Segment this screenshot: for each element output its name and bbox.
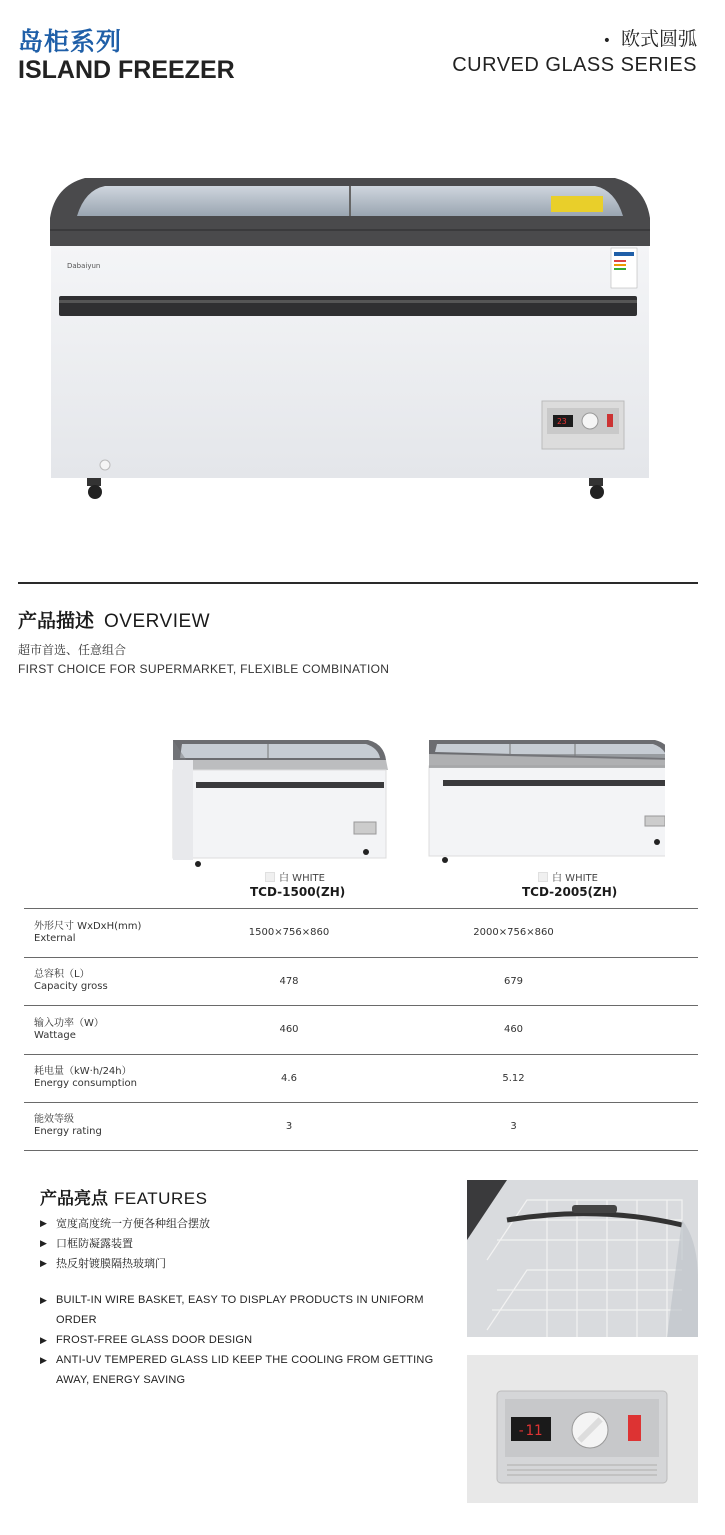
spec-value-model-1: 1500×756×860 [248,927,330,939]
spec-label-cn: 总容积（L） [34,969,90,981]
triangle-bullet-icon: ▶ [40,1355,48,1365]
spec-row-external [24,908,698,957]
overview-heading-cn: 产品描述 [18,610,95,632]
feature-text: FROST-FREE GLASS DOOR DESIGN [56,1334,253,1346]
spec-label-en: Energy consumption [34,1078,137,1090]
section-divider [18,582,698,584]
features-list-cn [40,1214,450,1274]
hero-freezer-image [45,168,655,508]
spec-label-en: External [34,932,76,944]
white-swatch [265,872,275,882]
spec-value-model-1: 4.6 [281,1072,297,1084]
spec-label-cn: 输入功率（W） [34,1017,104,1029]
wire-basket-photo [467,1180,698,1337]
spec-label-cn: 能效等级 [34,1114,74,1126]
spec-value-model-1: 460 [279,1024,299,1036]
feature-text: 热反射镀膜隔热玻璃门 [56,1257,166,1270]
spec-row-capacity [24,957,698,1006]
svg-text:-11: -11 [517,1423,543,1439]
spec-label-en: Wattage [34,1029,76,1041]
feature-item [40,1330,450,1350]
svg-text:Dabaiyun: Dabaiyun [67,262,101,270]
series-label-cn [603,24,697,51]
spec-row-wattage [24,1005,698,1054]
spec-label [24,1066,199,1090]
spec-label [24,1018,199,1042]
spec-label-en: Energy rating [34,1126,102,1138]
spec-label [24,1114,199,1138]
overview-heading [18,606,210,633]
model-2-color-tag [538,869,598,884]
control-panel-photo [467,1355,698,1503]
white-swatch [538,872,548,882]
features-heading-en: FEATURES [114,1189,208,1208]
feature-text: 宽度高度统一方便各种组合摆放 [56,1217,210,1230]
spec-label [24,921,199,945]
model-1-name: TCD-1500(ZH) [250,885,346,899]
page-title-en: ISLAND FREEZER [18,56,235,84]
feature-text: ANTI-UV TEMPERED GLASS LID KEEP THE COOLING FROM GETTING AWAY, ENERGY SAVING [56,1354,434,1386]
features-heading [40,1184,207,1209]
feature-text: BUILT-IN WIRE BASKET, EASY TO DISPLAY PRODUCTS IN UNIFORM ORDER [56,1294,424,1326]
spec-value-model-1: 478 [279,975,299,987]
features-list-en [40,1290,450,1390]
overview-subtitle-cn: 超市首选、任意组合 [18,643,127,657]
spec-value-model-1: 3 [285,1120,293,1132]
triangle-bullet-icon: ▶ [40,1295,48,1305]
spec-label [24,969,199,993]
feature-item [40,1214,450,1234]
series-text-cn: 欧式圆弧 [620,28,697,50]
feature-text: 口框防凝露装置 [56,1237,133,1250]
spec-row-energy-consumption [24,1054,698,1103]
model-1-color-tag [265,869,325,884]
model-2-color: 白 WHITE [552,873,598,884]
triangle-bullet-icon: ▶ [40,1239,47,1249]
model-2005-image [425,730,665,870]
model-1-color: 白 WHITE [279,873,325,884]
features-heading-cn: 产品亮点 [40,1189,108,1209]
feature-item [40,1290,450,1330]
series-label-en: CURVED GLASS SERIES [452,54,697,76]
temperature-display: 23 [557,417,567,426]
spec-value-model-2: 5.12 [502,1072,525,1084]
spec-label-cn: 外形尺寸 WxDxH(mm) [34,920,142,932]
spec-value-model-2: 3 [510,1120,517,1132]
spec-label-cn: 耗电量（kW·h/24h） [34,1066,132,1078]
spec-table [24,908,698,1151]
feature-item [40,1234,450,1254]
spec-value-model-2: 460 [503,1024,524,1036]
triangle-bullet-icon: ▶ [40,1219,47,1229]
spec-row-energy-rating [24,1102,698,1151]
model-1500-image [168,730,408,870]
bullet-dot-icon: • [602,33,611,49]
overview-heading-en: OVERVIEW [104,611,211,632]
feature-item [40,1350,450,1390]
model-2-name: TCD-2005(ZH) [522,885,618,899]
spec-label-en: Capacity gross [34,981,108,993]
overview-subtitle-en: FIRST CHOICE FOR SUPERMARKET, FLEXIBLE COMBINATION [18,662,390,676]
feature-item [40,1254,450,1274]
spec-value-model-2: 679 [503,975,524,987]
triangle-bullet-icon: ▶ [40,1259,47,1269]
spec-value-model-2: 2000×756×860 [473,927,554,939]
page-title-cn: 岛柜系列 [18,27,123,56]
triangle-bullet-icon: ▶ [40,1335,48,1345]
